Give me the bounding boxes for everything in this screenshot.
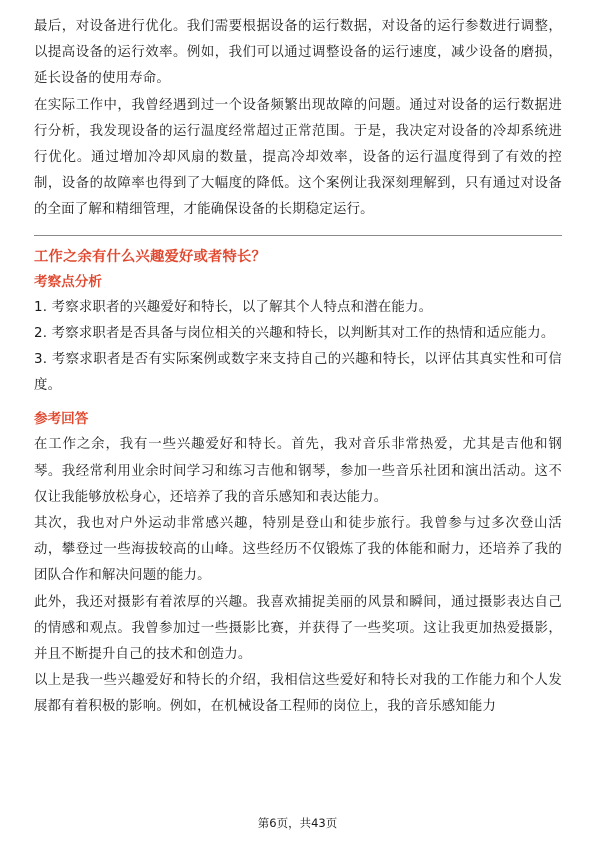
spacer bbox=[34, 399, 562, 407]
analysis-item: 3. 考察求职者是否有实际案例或数字来支持自己的兴趣和特长，以评估其真实性和可信度。 bbox=[34, 352, 562, 394]
answer-paragraph: 此外，我还对摄影有着浓厚的兴趣。我喜欢捕捉美丽的风景和瞬间，通过摄影表达自己的情感和观点。我曾参加过一些摄影比赛，并获得了一些奖项。这让我更加热爱摄影，并且不断提升自己的技术和创造力。 bbox=[34, 594, 562, 663]
analysis-item: 2. 考察求职者是否具备与岗位相关的兴趣和特长，以判断其对工作的热情和适应能力。 bbox=[34, 325, 555, 341]
interview-question: 工作之余有什么兴趣爱好或者特长？ bbox=[34, 248, 266, 265]
answer-paragraph: 以上是我一些兴趣爱好和特长的介绍，我相信这些爱好和特长对我的工作能力和个人发展都有着积极的影响。例如，在机械设备工程师的岗位上，我的音乐感知能力 bbox=[34, 673, 562, 715]
body-paragraph: 在实际工作中，我曾经遇到过一个设备频繁出现故障的问题。通过对设备的运行数据进行分析，我发现设备的运行温度经常超过正常范围。于是，我决定对设备的冷却系统进行优化。通过增加冷却风扇的数量，提高冷却效率，设备的运行温度得到了有效的控制，设备的故障率也得到了大幅度的降低。这个案例让我深刻理解到，只有通过对设备的全面了解和精细管理，才能确保设备的长期稳定运行。 bbox=[34, 97, 562, 218]
section-divider bbox=[34, 235, 562, 236]
answer-paragraph: 其次，我也对户外运动非常感兴趣，特别是登山和徒步旅行。我曾参与过多次登山活动，攀登过一些海拔较高的山峰。这些经历不仅锻炼了我的体能和耐力，还培养了我的团队合作和解决问题的能力。 bbox=[34, 516, 562, 584]
answer-heading: 参考回答 bbox=[34, 411, 89, 428]
analysis-item: 1. 考察求职者的兴趣爱好和特长，以了解其个人特点和潜在能力。 bbox=[34, 299, 433, 315]
page-number: 第6页，共43页 bbox=[257, 816, 338, 830]
body-paragraph: 最后，对设备进行优化。我们需要根据设备的运行数据，对设备的运行参数进行调整，以提高设备的运行效率。例如，我们可以通过调整设备的运行速度，减少设备的磨损，延长设备的使用寿命。 bbox=[34, 19, 562, 87]
answer-paragraph: 在工作之余，我有一些兴趣爱好和特长。首先，我对音乐非常热爱，尤其是吉他和钢琴。我经常利用业余时间学习和练习吉他和钢琴，参加一些音乐社团和演出活动。这不仅让我能够放松身心，还培养了我的音乐感知和表达能力。 bbox=[34, 437, 562, 505]
analysis-heading: 考察点分析 bbox=[34, 273, 102, 290]
page-content bbox=[34, 14, 562, 721]
